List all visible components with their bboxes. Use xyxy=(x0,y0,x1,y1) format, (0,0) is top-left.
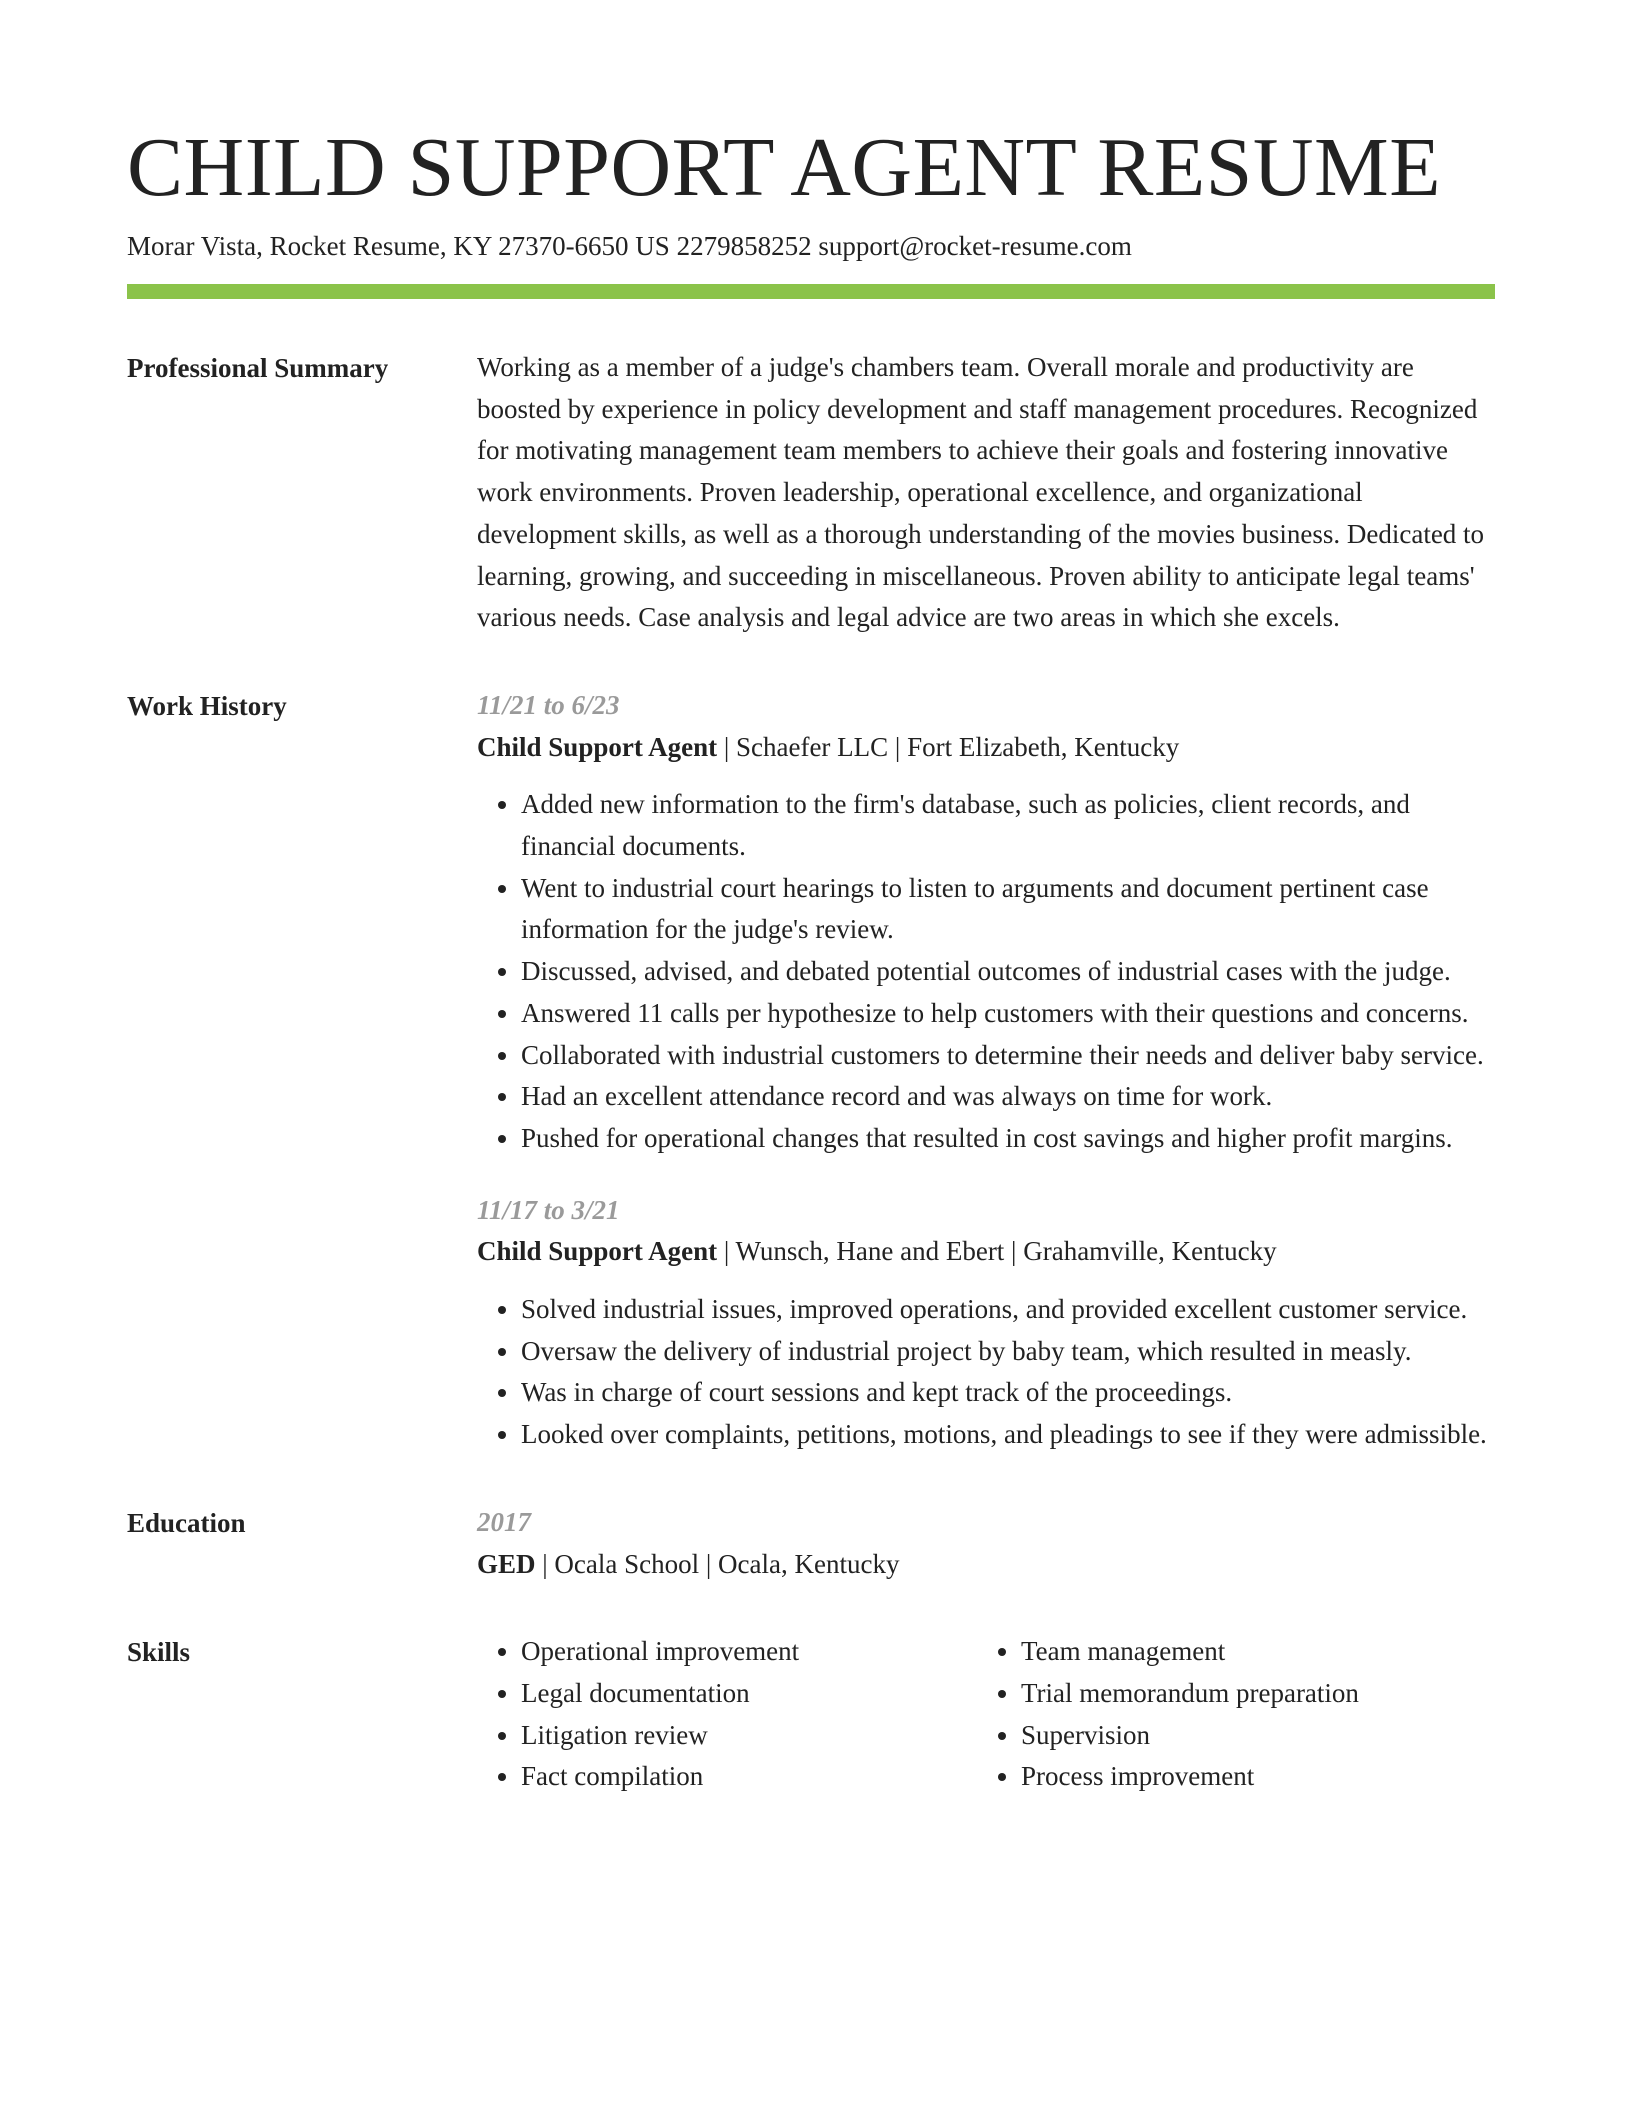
skills-label: Skills xyxy=(127,1637,191,1668)
list-item: • Was in charge of court sessions and kept track of the proceedings. xyxy=(521,1372,1495,1414)
job-dates: 11/21 to 6/23 xyxy=(477,689,620,720)
list-item: • Collaborated with industrial customers to determine their needs and deliver baby service. xyxy=(521,1035,1495,1077)
education-year: 2017 xyxy=(477,1506,531,1537)
list-item: • Solved industrial issues, improved operations, and provided excellent customer service. xyxy=(521,1289,1495,1331)
education-heading xyxy=(477,1544,1495,1586)
list-item: • Discussed, advised, and debated potential outcomes of industrial cases with the judge. xyxy=(521,951,1495,993)
education-section xyxy=(127,1502,1495,1585)
skills-section xyxy=(127,1631,1495,1798)
accent-divider xyxy=(127,284,1495,299)
skill-item: • Team management xyxy=(1021,1631,1477,1673)
job-details: | Wunsch, Hane and Ebert | Grahamville, Kentucky xyxy=(717,1236,1277,1267)
list-item: • Answered 11 calls per hypothesize to help customers with their questions and concerns. xyxy=(521,993,1495,1035)
contact-line: Morar Vista, Rocket Resume, KY 27370-6650 US 2279858252 support@rocket-resume.com xyxy=(127,231,1132,261)
resume-page xyxy=(127,118,1495,1798)
list-item: • Had an excellent attendance record and was always on time for work. xyxy=(521,1076,1495,1118)
skill-item: • Trial memorandum preparation xyxy=(1021,1673,1477,1715)
resume-title: CHILD SUPPORT AGENT RESUME xyxy=(127,121,1442,214)
work-history-label: Work History xyxy=(127,690,287,721)
job-entry xyxy=(477,685,1495,1160)
skills-column-1 xyxy=(477,1631,977,1798)
list-item: • Went to industrial court hearings to listen to arguments and document pertinent case information for the judge's review. xyxy=(521,868,1495,951)
job-bullets xyxy=(477,784,1495,1159)
summary-text: Working as a member of a judge's chambers team. Overall morale and productivity are boosted by experience in policy development and staff management procedures. Recognized for motivating management team members to achieve their goals and fostering innovative work environments. Proven leadership, operational excellence, and organizational development skills, as well as a thorough understanding of the movies business. Dedicated to learning, growing, and succeeding in miscellaneous. Proven ability to anticipate legal teams' various needs. Case analysis and legal advice are two areas in which she excels. xyxy=(477,352,1485,633)
job-details: | Schaefer LLC | Fort Elizabeth, Kentucky xyxy=(717,731,1180,762)
skill-item: • Legal documentation xyxy=(521,1673,977,1715)
education-details: | Ocala School | Ocala, Kentucky xyxy=(535,1548,900,1579)
skill-item: • Fact compilation xyxy=(521,1756,977,1798)
job-title: Child Support Agent xyxy=(477,731,718,762)
skill-item: • Process improvement xyxy=(1021,1756,1477,1798)
job-heading xyxy=(477,727,1495,769)
work-history-section xyxy=(127,685,1495,1456)
skill-item: • Operational improvement xyxy=(521,1631,977,1673)
job-dates: 11/17 to 3/21 xyxy=(477,1194,620,1225)
skill-item: • Litigation review xyxy=(521,1715,977,1757)
list-item: • Pushed for operational changes that resulted in cost savings and higher profit margins. xyxy=(521,1118,1495,1160)
list-item: • Added new information to the firm's database, such as policies, client records, and financial documents. xyxy=(521,784,1495,867)
job-title: Child Support Agent xyxy=(477,1236,718,1267)
education-label: Education xyxy=(127,1507,246,1538)
list-item: • Oversaw the delivery of industrial project by baby team, which resulted in measly. xyxy=(521,1331,1495,1373)
skill-item: • Supervision xyxy=(1021,1715,1477,1757)
summary-label: Professional Summary xyxy=(127,353,389,383)
job-bullets xyxy=(477,1289,1495,1456)
degree: GED xyxy=(477,1548,536,1579)
skills-column-2 xyxy=(977,1631,1477,1798)
job-heading xyxy=(477,1231,1495,1273)
summary-section xyxy=(127,347,1495,639)
list-item: • Looked over complaints, petitions, motions, and pleadings to see if they were admissible. xyxy=(521,1414,1495,1456)
job-entry xyxy=(477,1190,1495,1456)
